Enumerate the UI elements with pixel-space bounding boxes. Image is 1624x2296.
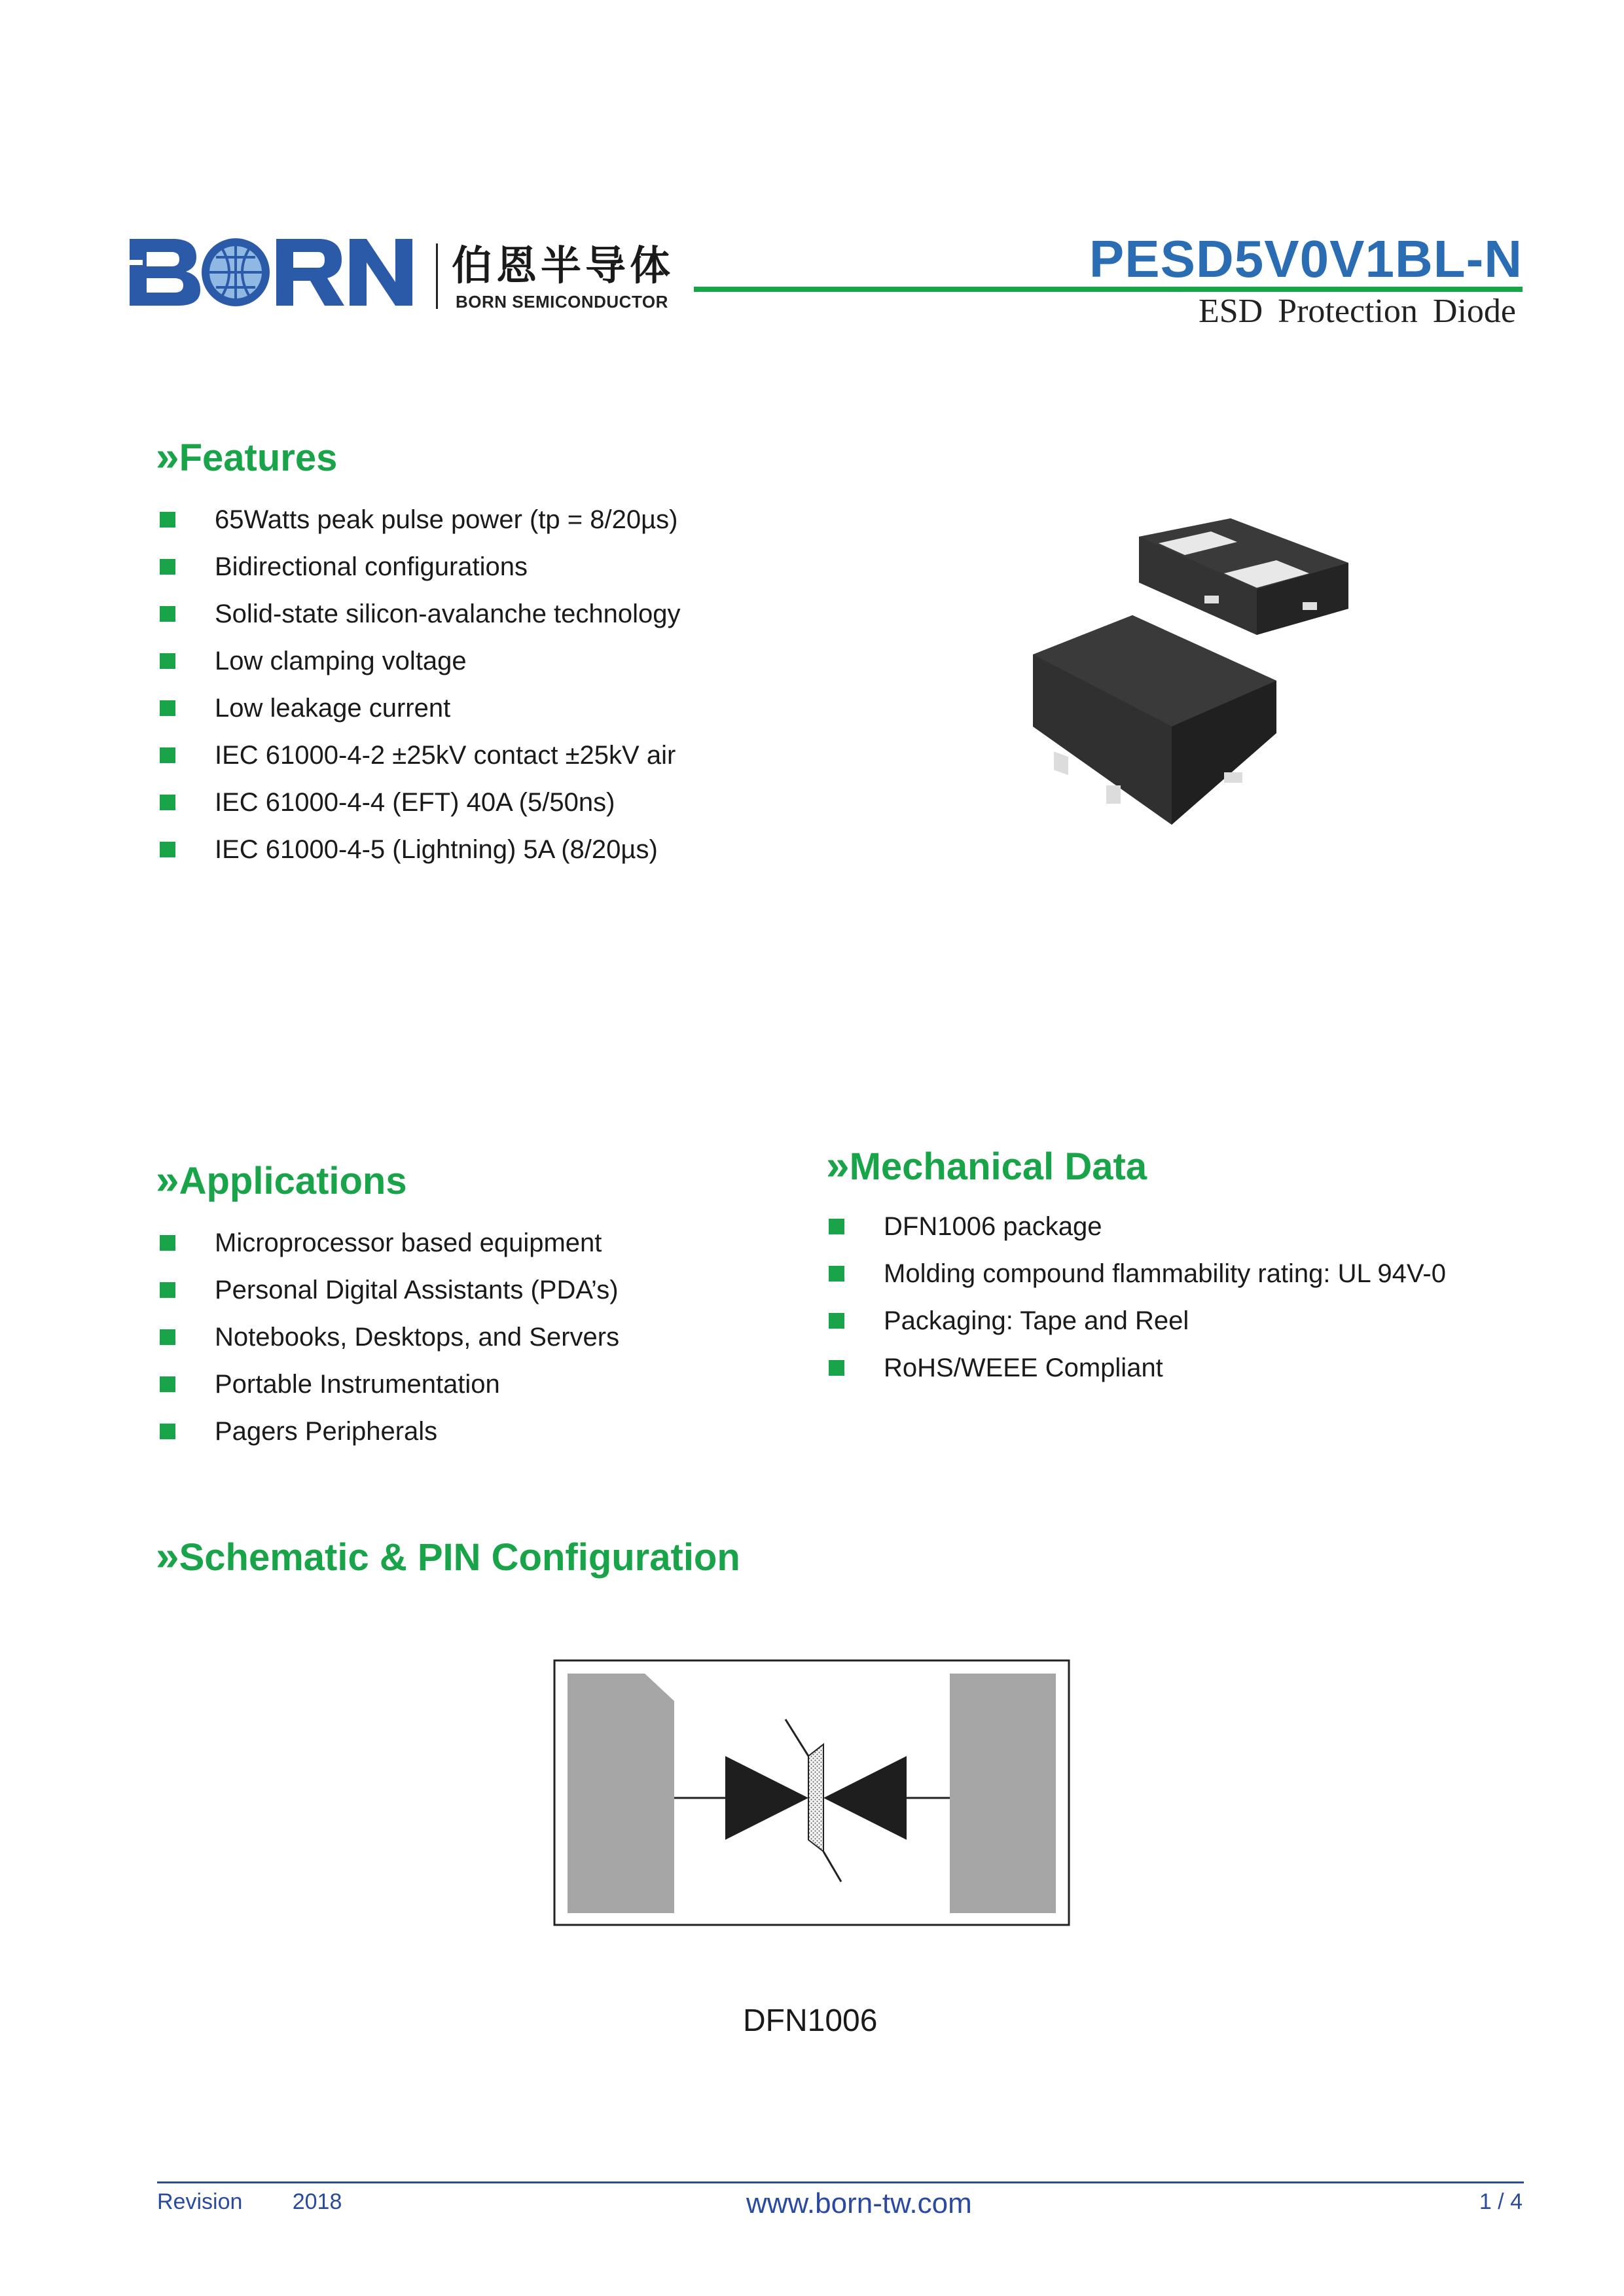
schematic-diagram: [553, 1659, 1070, 1928]
brand-english-name: BORN SEMICONDUCTOR: [456, 292, 668, 312]
list-item: DFN1006 package: [829, 1203, 1549, 1250]
list-item: Low leakage current: [160, 685, 814, 732]
bullet-icon: [160, 1376, 175, 1392]
brand-divider: [436, 243, 438, 309]
list-item: RoHS/WEEE Compliant: [829, 1344, 1549, 1391]
bullet-icon: [829, 1360, 844, 1376]
schematic-heading: [156, 1532, 740, 1580]
section-marker: »: [156, 1156, 179, 1203]
website-link[interactable]: www.born-tw.com: [746, 2187, 972, 2219]
mechanical-list: [829, 1203, 1549, 1391]
list-item: Pagers Peripherals: [160, 1408, 749, 1455]
list-item: IEC 61000-4-2 ±25kV contact ±25kV air: [160, 732, 814, 779]
applications-list: [160, 1219, 749, 1455]
logo-letter-r: [276, 239, 344, 306]
list-item: Bidirectional configurations: [160, 543, 814, 590]
package-photo: [1021, 511, 1388, 838]
logo-letter-n: [350, 239, 412, 306]
logo-letter-b: [130, 239, 200, 306]
list-item: Molding compound flammability rating: UL 94V-0: [829, 1250, 1549, 1297]
page-number: 1 / 4: [1479, 2189, 1523, 2214]
born-logo: [124, 232, 412, 311]
list-item: 65Watts peak pulse power (tp = 8/20µs): [160, 496, 814, 543]
revision-text: Revision 2018: [157, 2189, 342, 2214]
bullet-icon: [160, 1424, 175, 1439]
diode-junction: [808, 1744, 823, 1852]
part-number: PESD5V0V1BL-N: [1089, 230, 1523, 288]
bullet-icon: [160, 842, 175, 857]
section-marker: »: [156, 1532, 179, 1579]
list-item: Low clamping voltage: [160, 637, 814, 685]
list-item: Solid-state silicon-avalanche technology: [160, 590, 814, 637]
document-subtitle: ESD Protection Diode: [1198, 293, 1516, 330]
bullet-icon: [160, 1235, 175, 1251]
package-label: DFN1006: [743, 2003, 878, 2038]
bullet-icon: [829, 1219, 844, 1234]
chip-top-view: [1033, 615, 1276, 825]
bullet-icon: [160, 1282, 175, 1298]
features-list: [160, 496, 814, 873]
schematic-title: Schematic & PIN Configuration: [179, 1536, 740, 1579]
features-title: Features: [179, 437, 338, 479]
bullet-icon: [829, 1266, 844, 1282]
pin-2-pad: [950, 1674, 1056, 1913]
list-item: Portable Instrumentation: [160, 1361, 749, 1408]
pin-1-pad: [568, 1674, 674, 1913]
bullet-icon: [160, 747, 175, 763]
mechanical-heading: [826, 1141, 1147, 1189]
list-item: IEC 61000-4-4 (EFT) 40A (5/50ns): [160, 779, 814, 826]
applications-heading: [156, 1155, 407, 1204]
bullet-icon: [160, 795, 175, 810]
mechanical-title: Mechanical Data: [849, 1145, 1147, 1188]
footer-rule: [157, 2181, 1524, 2183]
brand-chinese-name: 伯恩半导体: [452, 242, 675, 289]
list-item: Packaging: Tape and Reel: [829, 1297, 1549, 1344]
chip-bottom-view: [1139, 518, 1348, 635]
applications-title: Applications: [179, 1160, 407, 1202]
bullet-icon: [160, 653, 175, 669]
bullet-icon: [160, 700, 175, 716]
section-marker: »: [156, 433, 179, 480]
list-item: Personal Digital Assistants (PDA’s): [160, 1266, 749, 1314]
bullet-icon: [160, 606, 175, 622]
bullet-icon: [160, 559, 175, 575]
list-item: Microprocessor based equipment: [160, 1219, 749, 1266]
section-marker: »: [826, 1141, 850, 1189]
bullet-icon: [160, 512, 175, 528]
list-item: IEC 61000-4-5 (Lightning) 5A (8/20µs): [160, 826, 814, 873]
bullet-icon: [829, 1313, 844, 1329]
list-item: Notebooks, Desktops, and Servers: [160, 1314, 749, 1361]
features-heading: [156, 432, 337, 480]
bullet-icon: [160, 1329, 175, 1345]
